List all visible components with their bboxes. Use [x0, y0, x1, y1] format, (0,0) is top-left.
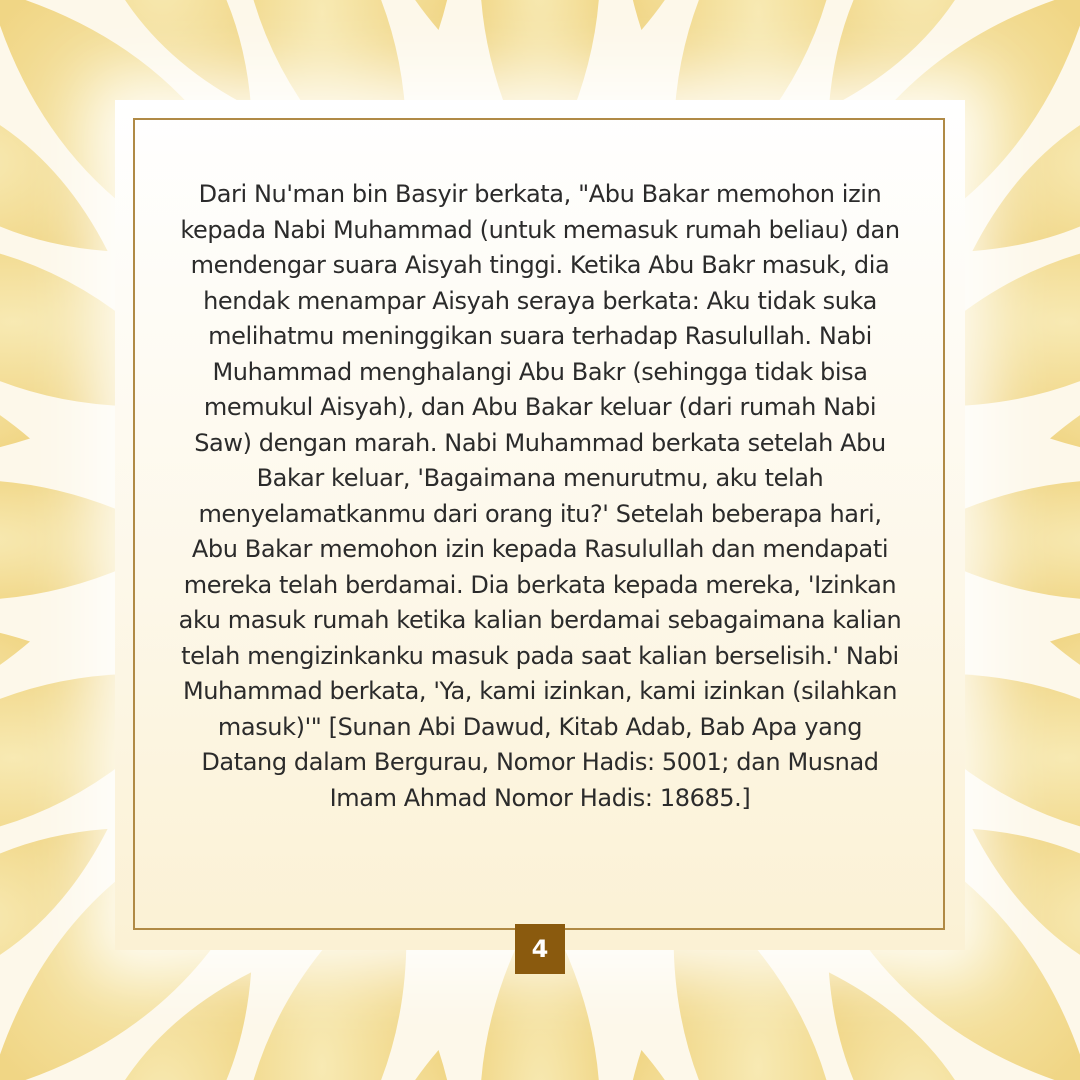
hadith-text: Dari Nu'man bin Basyir berkata, "Abu Bakar memohon izin kepada Nabi Muhammad (untuk memasuk rumah beliau) dan mendengar suara Aisyah tinggi. Ketika Abu Bakr masuk, dia hendak menampar Aisyah seraya berkata: Aku tidak suka melihatmu meninggikan suara terhadap Rasulullah. Nabi Muhammad menghalangi Abu Bakr (sehingga tidak bisa memukul Aisyah), dan Abu Bakar keluar (dari rumah Nabi Saw) dengan marah. Nabi Muhammad berkata setelah Abu Bakar keluar, 'Bagaimana menurutmu, aku telah menyelamatkanmu dari orang itu?' Setelah beberapa hari, Abu Bakar memohon izin kepada Rasulullah dan mendapati mereka telah berdamai. Dia berkata kepada mereka, 'Izinkan aku masuk rumah ketika kalian berdamai sebagaimana kalian telah mengizinkanku masuk pada saat kalian berselisih.' Nabi Muhammad berkata, 'Ya, kami izinkan, kami izinkan (silahkan masuk)'" [Sunan Abi Dawud, Kitab Adab, Bab Apa yang Datang dalam Bergurau, Nomor Hadis: 5001; dan Musnad Imam Ahmad Nomor Hadis: 18685.] [178, 180, 902, 812]
page-number-badge: 4 [515, 924, 565, 974]
content-card [115, 100, 965, 950]
